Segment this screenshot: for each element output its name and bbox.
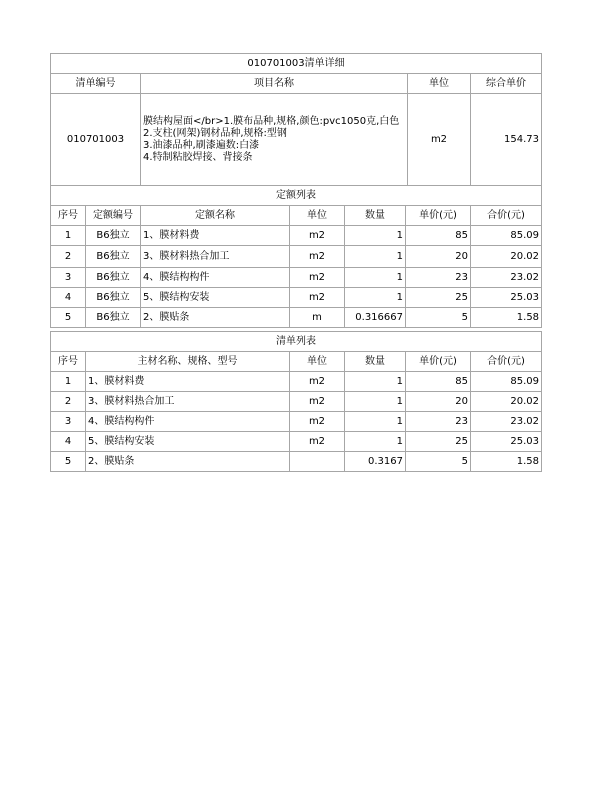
- material-cell-price: 23: [406, 412, 471, 432]
- quota-cell-unit: m2: [290, 288, 345, 308]
- header-code: 清单编号: [51, 74, 141, 94]
- material-cell-unit: m2: [290, 372, 345, 392]
- quota-cell-total: 25.03: [471, 288, 542, 308]
- material-header-unit: 单位: [290, 352, 345, 372]
- material-cell-qty: 1: [345, 392, 406, 412]
- material-cell-unit: m2: [290, 432, 345, 452]
- material-header-price: 单价(元): [406, 352, 471, 372]
- material-cell-total: 20.02: [471, 392, 542, 412]
- material-header-qty: 数量: [345, 352, 406, 372]
- quota-cell-code: B6独立: [86, 246, 141, 268]
- material-cell-name: 1、膜材料费: [86, 372, 290, 392]
- quota-cell-code: B6独立: [86, 268, 141, 288]
- quota-cell-price: 85: [406, 226, 471, 246]
- material-cell-total: 25.03: [471, 432, 542, 452]
- quota-cell-name: 3、膜材料热合加工: [141, 246, 290, 268]
- quota-cell-name: 5、膜结构安装: [141, 288, 290, 308]
- quota-cell-qty: 0.316667: [345, 308, 406, 328]
- material-cell-unit: [290, 452, 345, 472]
- quota-cell-price: 5: [406, 308, 471, 328]
- quota-table: [50, 185, 542, 328]
- quota-cell-code: B6独立: [86, 308, 141, 328]
- quota-cell-name: 4、膜结构构件: [141, 268, 290, 288]
- material-cell-total: 85.09: [471, 372, 542, 392]
- material-cell-total: 23.02: [471, 412, 542, 432]
- quota-header-price: 单价(元): [406, 206, 471, 226]
- quota-header-row: [51, 206, 542, 226]
- quota-cell-total: 1.58: [471, 308, 542, 328]
- quota-row: [51, 288, 542, 308]
- header-unit: 单位: [408, 74, 471, 94]
- document-title: 010701003清单详细: [51, 54, 542, 74]
- material-cell-no: 1: [51, 372, 86, 392]
- material-cell-qty: 1: [345, 372, 406, 392]
- quota-cell-total: 20.02: [471, 246, 542, 268]
- item-description: 膜结构屋面</br>1.膜布品种,规格,颜色:pvc1050克,白色 2.支柱(网架)钢材品种,规格:型钢 3.油漆品种,刷漆遍数:白漆 4.特制粘胶焊接、背接条: [141, 94, 408, 186]
- header-price: 综合单价: [471, 74, 542, 94]
- material-cell-name: 4、膜结构构件: [86, 412, 290, 432]
- material-row: [51, 372, 542, 392]
- material-cell-total: 1.58: [471, 452, 542, 472]
- item-price: 154.73: [471, 94, 542, 186]
- material-row: [51, 452, 542, 472]
- material-row: [51, 392, 542, 412]
- quota-cell-no: 2: [51, 246, 86, 268]
- material-cell-qty: 0.3167: [345, 452, 406, 472]
- header-name: 项目名称: [141, 74, 408, 94]
- material-header-row: [51, 352, 542, 372]
- material-row: [51, 412, 542, 432]
- material-cell-no: 4: [51, 432, 86, 452]
- quota-row: [51, 308, 542, 328]
- item-code: 010701003: [51, 94, 141, 186]
- quota-row: [51, 226, 542, 246]
- quota-cell-code: B6独立: [86, 226, 141, 246]
- quota-cell-no: 5: [51, 308, 86, 328]
- quota-cell-name: 1、膜材料费: [141, 226, 290, 246]
- quota-cell-total: 85.09: [471, 226, 542, 246]
- material-cell-name: 3、膜材料热合加工: [86, 392, 290, 412]
- quota-cell-qty: 1: [345, 288, 406, 308]
- material-cell-price: 85: [406, 372, 471, 392]
- quota-cell-total: 23.02: [471, 268, 542, 288]
- quota-cell-unit: m2: [290, 268, 345, 288]
- material-cell-unit: m2: [290, 392, 345, 412]
- material-header-total: 合价(元): [471, 352, 542, 372]
- item-detail-table: [50, 53, 542, 186]
- quota-cell-no: 4: [51, 288, 86, 308]
- quota-cell-price: 25: [406, 288, 471, 308]
- material-cell-qty: 1: [345, 412, 406, 432]
- material-cell-price: 25: [406, 432, 471, 452]
- quota-rows: [51, 226, 542, 328]
- material-cell-no: 2: [51, 392, 86, 412]
- material-header-no: 序号: [51, 352, 86, 372]
- quota-row: [51, 268, 542, 288]
- material-cell-name: 5、膜结构安装: [86, 432, 290, 452]
- quota-cell-unit: m2: [290, 226, 345, 246]
- quota-cell-qty: 1: [345, 268, 406, 288]
- quota-header-code: 定额编号: [86, 206, 141, 226]
- material-cell-no: 3: [51, 412, 86, 432]
- material-cell-price: 5: [406, 452, 471, 472]
- material-header-name: 主材名称、规格、型号: [86, 352, 290, 372]
- material-table: [50, 331, 542, 472]
- quota-cell-qty: 1: [345, 246, 406, 268]
- material-row: [51, 432, 542, 452]
- quota-header-name: 定额名称: [141, 206, 290, 226]
- material-cell-no: 5: [51, 452, 86, 472]
- material-section-title: 清单列表: [51, 332, 542, 352]
- material-rows: [51, 372, 542, 472]
- quota-cell-no: 3: [51, 268, 86, 288]
- quota-cell-code: B6独立: [86, 288, 141, 308]
- quota-header-no: 序号: [51, 206, 86, 226]
- quota-header-unit: 单位: [290, 206, 345, 226]
- quota-cell-qty: 1: [345, 226, 406, 246]
- material-cell-price: 20: [406, 392, 471, 412]
- quota-cell-no: 1: [51, 226, 86, 246]
- quota-header-total: 合价(元): [471, 206, 542, 226]
- quota-row: [51, 246, 542, 268]
- quota-header-qty: 数量: [345, 206, 406, 226]
- quota-cell-unit: m2: [290, 246, 345, 268]
- item-unit: m2: [408, 94, 471, 186]
- quota-cell-unit: m: [290, 308, 345, 328]
- quota-cell-name: 2、膜贴条: [141, 308, 290, 328]
- material-cell-unit: m2: [290, 412, 345, 432]
- material-cell-name: 2、膜贴条: [86, 452, 290, 472]
- quota-section-title: 定额列表: [51, 186, 542, 206]
- material-cell-qty: 1: [345, 432, 406, 452]
- quota-cell-price: 20: [406, 246, 471, 268]
- quota-cell-price: 23: [406, 268, 471, 288]
